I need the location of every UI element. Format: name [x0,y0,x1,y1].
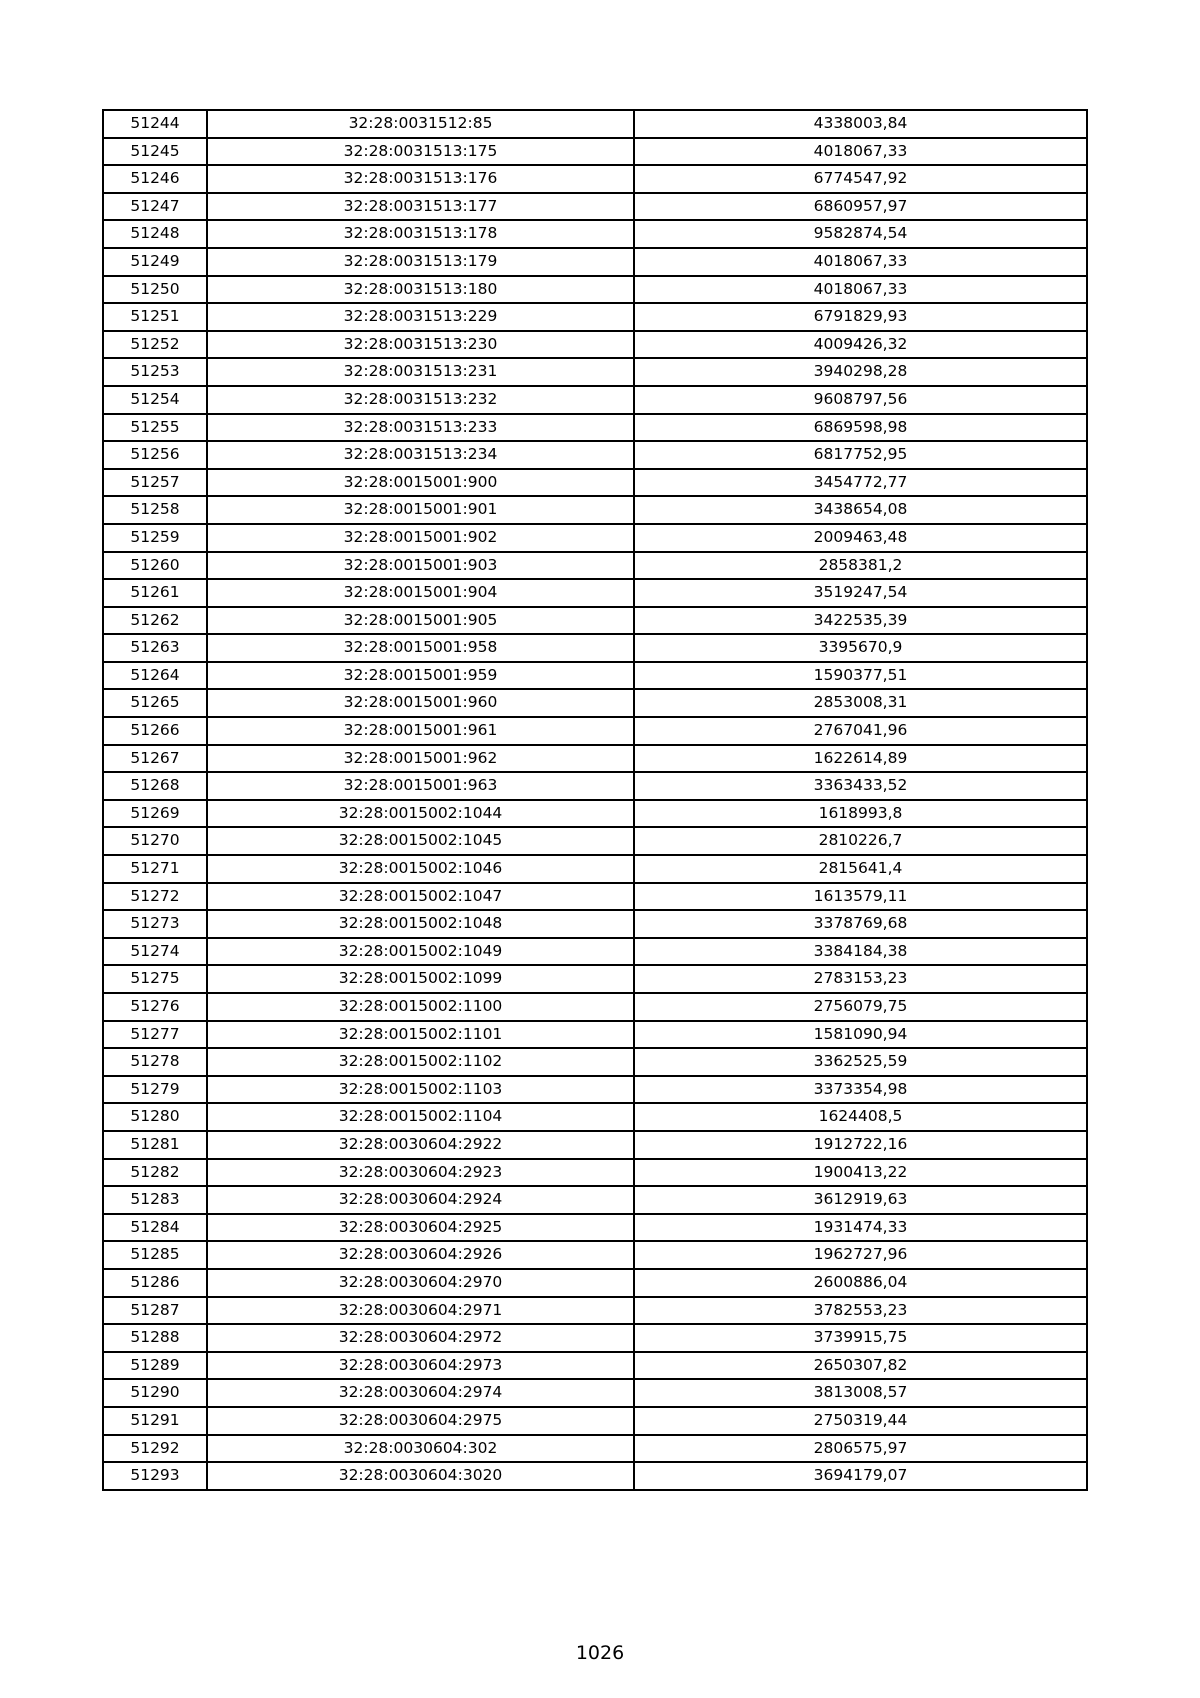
table-row [103,883,1087,911]
value-cell: 4018067,33 [634,138,1087,166]
cadastral-number-cell: 32:28:0015002:1049 [207,938,634,966]
value-cell: 2756079,75 [634,993,1087,1021]
value-cell: 2767041,96 [634,717,1087,745]
cadastral-value-table [102,109,1088,1491]
value-cell: 9608797,56 [634,386,1087,414]
row-number-cell: 51255 [103,414,207,442]
row-number-cell: 51258 [103,496,207,524]
table-row [103,469,1087,497]
cadastral-number-cell: 32:28:0015001:900 [207,469,634,497]
cadastral-number-cell: 32:28:0030604:3020 [207,1462,634,1490]
row-number-cell: 51276 [103,993,207,1021]
table-row [103,1407,1087,1435]
cadastral-number-cell: 32:28:0015001:963 [207,772,634,800]
row-number-cell: 51264 [103,662,207,690]
value-cell: 4338003,84 [634,110,1087,138]
value-cell: 2858381,2 [634,552,1087,580]
page-number: 1026 [575,1642,625,1664]
row-number-cell: 51286 [103,1269,207,1297]
row-number-cell: 51278 [103,1048,207,1076]
row-number-cell: 51245 [103,138,207,166]
cadastral-number-cell: 32:28:0031513:178 [207,220,634,248]
value-cell: 2810226,7 [634,827,1087,855]
table-row [103,1241,1087,1269]
value-cell: 2650307,82 [634,1352,1087,1380]
cadastral-number-cell: 32:28:0030604:2972 [207,1324,634,1352]
value-cell: 3694179,07 [634,1462,1087,1490]
row-number-cell: 51287 [103,1297,207,1325]
value-cell: 9582874,54 [634,220,1087,248]
table-row [103,772,1087,800]
cadastral-number-cell: 32:28:0031513:233 [207,414,634,442]
value-cell: 2806575,97 [634,1435,1087,1463]
table-row [103,1131,1087,1159]
row-number-cell: 51273 [103,910,207,938]
table-row [103,1076,1087,1104]
table-row [103,1269,1087,1297]
cadastral-number-cell: 32:28:0031512:85 [207,110,634,138]
row-number-cell: 51257 [103,469,207,497]
row-number-cell: 51291 [103,1407,207,1435]
cadastral-number-cell: 32:28:0031513:230 [207,331,634,359]
row-number-cell: 51263 [103,634,207,662]
table-row [103,552,1087,580]
value-cell: 3395670,9 [634,634,1087,662]
value-cell: 2783153,23 [634,965,1087,993]
row-number-cell: 51265 [103,689,207,717]
row-number-cell: 51283 [103,1186,207,1214]
cadastral-number-cell: 32:28:0031513:180 [207,276,634,304]
cadastral-number-cell: 32:28:0015002:1103 [207,1076,634,1104]
cadastral-number-cell: 32:28:0031513:234 [207,441,634,469]
row-number-cell: 51260 [103,552,207,580]
table-row [103,1103,1087,1131]
value-cell: 3384184,38 [634,938,1087,966]
cadastral-number-cell: 32:28:0015001:905 [207,607,634,635]
table-row [103,717,1087,745]
table-row [103,1297,1087,1325]
table-row [103,524,1087,552]
table-row [103,634,1087,662]
value-cell: 1962727,96 [634,1241,1087,1269]
cadastral-number-cell: 32:28:0030604:2974 [207,1379,634,1407]
table-row [103,938,1087,966]
row-number-cell: 51290 [103,1379,207,1407]
table-row [103,579,1087,607]
row-number-cell: 51251 [103,303,207,331]
value-cell: 2815641,4 [634,855,1087,883]
table-row [103,193,1087,221]
value-cell: 3422535,39 [634,607,1087,635]
row-number-cell: 51246 [103,165,207,193]
row-number-cell: 51249 [103,248,207,276]
table-row [103,855,1087,883]
table-row [103,745,1087,773]
table-row [103,496,1087,524]
cadastral-number-cell: 32:28:0015002:1104 [207,1103,634,1131]
cadastral-number-cell: 32:28:0031513:232 [207,386,634,414]
cadastral-number-cell: 32:28:0015002:1100 [207,993,634,1021]
value-cell: 3813008,57 [634,1379,1087,1407]
value-cell: 3782553,23 [634,1297,1087,1325]
value-cell: 1900413,22 [634,1159,1087,1187]
cadastral-number-cell: 32:28:0030604:2924 [207,1186,634,1214]
cadastral-number-cell: 32:28:0015001:902 [207,524,634,552]
table-row [103,276,1087,304]
value-cell: 3438654,08 [634,496,1087,524]
cadastral-number-cell: 32:28:0031513:175 [207,138,634,166]
cadastral-number-cell: 32:28:0030604:2926 [207,1241,634,1269]
row-number-cell: 51284 [103,1214,207,1242]
table-row [103,220,1087,248]
value-cell: 3612919,63 [634,1186,1087,1214]
table-row [103,827,1087,855]
value-cell: 6817752,95 [634,441,1087,469]
table-row [103,689,1087,717]
table-row [103,662,1087,690]
value-cell: 2750319,44 [634,1407,1087,1435]
table-row [103,1435,1087,1463]
value-cell: 6774547,92 [634,165,1087,193]
row-number-cell: 51280 [103,1103,207,1131]
row-number-cell: 51269 [103,800,207,828]
value-cell: 2853008,31 [634,689,1087,717]
cadastral-number-cell: 32:28:0015002:1045 [207,827,634,855]
row-number-cell: 51268 [103,772,207,800]
row-number-cell: 51277 [103,1021,207,1049]
row-number-cell: 51274 [103,938,207,966]
value-cell: 3363433,52 [634,772,1087,800]
table-row [103,441,1087,469]
cadastral-number-cell: 32:28:0015002:1046 [207,855,634,883]
value-cell: 3373354,98 [634,1076,1087,1104]
cadastral-number-cell: 32:28:0030604:2975 [207,1407,634,1435]
table-row [103,1048,1087,1076]
cadastral-number-cell: 32:28:0015001:958 [207,634,634,662]
row-number-cell: 51256 [103,441,207,469]
row-number-cell: 51250 [103,276,207,304]
cadastral-number-cell: 32:28:0015001:904 [207,579,634,607]
table-body [103,110,1087,1490]
value-cell: 3940298,28 [634,358,1087,386]
cadastral-number-cell: 32:28:0015001:959 [207,662,634,690]
table-row [103,165,1087,193]
row-number-cell: 51292 [103,1435,207,1463]
cadastral-number-cell: 32:28:0030604:302 [207,1435,634,1463]
table-row [103,1021,1087,1049]
row-number-cell: 51289 [103,1352,207,1380]
table-row [103,414,1087,442]
cadastral-number-cell: 32:28:0015001:960 [207,689,634,717]
row-number-cell: 51253 [103,358,207,386]
cadastral-number-cell: 32:28:0015002:1048 [207,910,634,938]
row-number-cell: 51270 [103,827,207,855]
cadastral-number-cell: 32:28:0031513:231 [207,358,634,386]
cadastral-number-cell: 32:28:0030604:2973 [207,1352,634,1380]
value-cell: 1622614,89 [634,745,1087,773]
cadastral-number-cell: 32:28:0015002:1101 [207,1021,634,1049]
value-cell: 1590377,51 [634,662,1087,690]
value-cell: 1931474,33 [634,1214,1087,1242]
value-cell: 3454772,77 [634,469,1087,497]
table-row [103,110,1087,138]
cadastral-number-cell: 32:28:0015001:962 [207,745,634,773]
value-cell: 1624408,5 [634,1103,1087,1131]
row-number-cell: 51261 [103,579,207,607]
value-cell: 4009426,32 [634,331,1087,359]
row-number-cell: 51275 [103,965,207,993]
cadastral-number-cell: 32:28:0030604:2970 [207,1269,634,1297]
table-row [103,1214,1087,1242]
value-cell: 1613579,11 [634,883,1087,911]
table-row [103,1186,1087,1214]
table-row [103,303,1087,331]
cadastral-number-cell: 32:28:0015002:1044 [207,800,634,828]
value-cell: 4018067,33 [634,248,1087,276]
table-row [103,248,1087,276]
value-cell: 6860957,97 [634,193,1087,221]
table-row [103,1324,1087,1352]
value-cell: 6869598,98 [634,414,1087,442]
cadastral-number-cell: 32:28:0015002:1047 [207,883,634,911]
cadastral-number-cell: 32:28:0030604:2922 [207,1131,634,1159]
row-number-cell: 51262 [103,607,207,635]
value-cell: 3362525,59 [634,1048,1087,1076]
row-number-cell: 51288 [103,1324,207,1352]
table-row [103,331,1087,359]
value-cell: 1912722,16 [634,1131,1087,1159]
row-number-cell: 51244 [103,110,207,138]
table-row [103,607,1087,635]
row-number-cell: 51293 [103,1462,207,1490]
value-cell: 3739915,75 [634,1324,1087,1352]
table-row [103,910,1087,938]
cadastral-number-cell: 32:28:0015001:961 [207,717,634,745]
table-row [103,965,1087,993]
cadastral-number-cell: 32:28:0031513:179 [207,248,634,276]
row-number-cell: 51248 [103,220,207,248]
cadastral-number-cell: 32:28:0031513:177 [207,193,634,221]
table-row [103,358,1087,386]
table-row [103,1159,1087,1187]
value-cell: 4018067,33 [634,276,1087,304]
row-number-cell: 51271 [103,855,207,883]
cadastral-number-cell: 32:28:0030604:2923 [207,1159,634,1187]
row-number-cell: 51247 [103,193,207,221]
table-row [103,1352,1087,1380]
value-cell: 3519247,54 [634,579,1087,607]
value-cell: 2009463,48 [634,524,1087,552]
row-number-cell: 51282 [103,1159,207,1187]
cadastral-number-cell: 32:28:0015001:903 [207,552,634,580]
cadastral-number-cell: 32:28:0030604:2971 [207,1297,634,1325]
table-row [103,800,1087,828]
table-row [103,1462,1087,1490]
value-cell: 1581090,94 [634,1021,1087,1049]
table-row [103,993,1087,1021]
row-number-cell: 51266 [103,717,207,745]
cadastral-number-cell: 32:28:0030604:2925 [207,1214,634,1242]
value-cell: 6791829,93 [634,303,1087,331]
row-number-cell: 51267 [103,745,207,773]
row-number-cell: 51281 [103,1131,207,1159]
cadastral-number-cell: 32:28:0015002:1102 [207,1048,634,1076]
cadastral-number-cell: 32:28:0015002:1099 [207,965,634,993]
row-number-cell: 51285 [103,1241,207,1269]
cadastral-number-cell: 32:28:0031513:176 [207,165,634,193]
row-number-cell: 51259 [103,524,207,552]
cadastral-number-cell: 32:28:0015001:901 [207,496,634,524]
table-row [103,1379,1087,1407]
cadastral-number-cell: 32:28:0031513:229 [207,303,634,331]
value-cell: 3378769,68 [634,910,1087,938]
table-row [103,138,1087,166]
row-number-cell: 51252 [103,331,207,359]
row-number-cell: 51254 [103,386,207,414]
value-cell: 2600886,04 [634,1269,1087,1297]
value-cell: 1618993,8 [634,800,1087,828]
row-number-cell: 51272 [103,883,207,911]
row-number-cell: 51279 [103,1076,207,1104]
table-row [103,386,1087,414]
